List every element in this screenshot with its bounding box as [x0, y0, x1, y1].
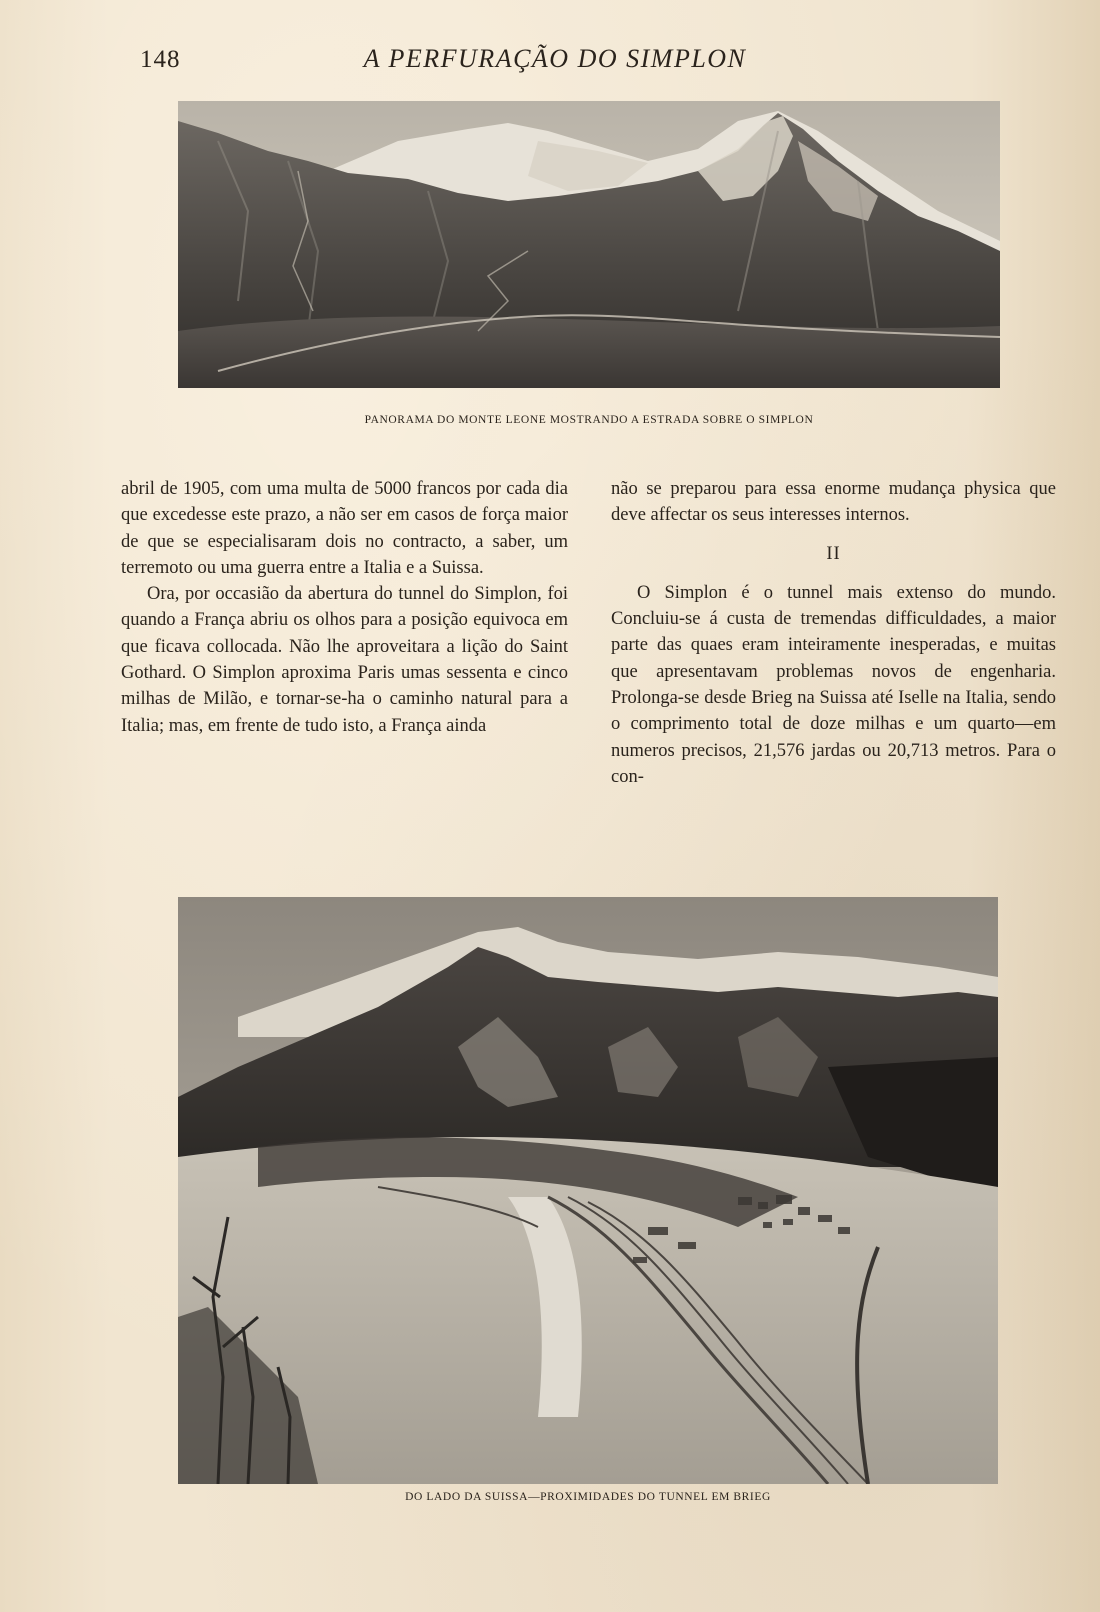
page-number: 148	[140, 46, 181, 73]
running-title: A PERFURAÇÃO DO SIMPLON	[363, 44, 747, 73]
brieg-tunnel-photo	[178, 897, 998, 1484]
monte-leone-panorama-photo	[178, 101, 1000, 388]
right-text-column	[611, 476, 1056, 790]
left-paragraph-1: abril de 1905, com uma multa de 5000 francos por cada dia que excedesse este prazo, a não ser em casos de força maior de que se especialisaram dois no contracto, a saber, um terremoto ou uma guerra entre a Italia e a Suissa.	[121, 479, 568, 578]
right-paragraph-2: O Simplon é o tunnel mais extenso do mundo. Concluiu-se á custa de tremendas difficuldades, a maior parte das quaes eram inteiramente inesperadas, e muitas que apresentavam problemas novos de engenharia. Prolonga-se desde Brieg na Suissa até Iselle na Italia, sendo o comprimento total de doze milhas e um quarto—em numeros precisos, 21,576 jardas ou 20,713 metros. Para o con-	[611, 582, 1056, 787]
left-text-column	[121, 476, 568, 739]
right-paragraph-1: não se preparou para essa enorme mudança physica que deve affectar os seus interesses internos.	[611, 479, 1056, 526]
left-paragraph-2: Ora, por occasião da abertura do tunnel do Simplon, foi quando a França abriu os olhos para a posição equivoca em que ficava collocada. Não lhe aproveitara a lição do Saint Gothard. O Simplon aproxima Paris umas sessenta e cinco milhas de Milão, e tornar-se-ha o caminho natural para a Italia; mas, em frente de tudo isto, a França ainda	[121, 584, 568, 736]
page-header	[140, 44, 970, 80]
section-numeral: II	[826, 543, 841, 564]
bottom-figure-caption: DO LADO DA SUISSA—PROXIMIDADES DO TUNNEL EM BRIEG	[405, 1491, 771, 1503]
top-figure-caption: PANORAMA DO MONTE LEONE MOSTRANDO A ESTRADA SOBRE O SIMPLON	[364, 414, 814, 426]
